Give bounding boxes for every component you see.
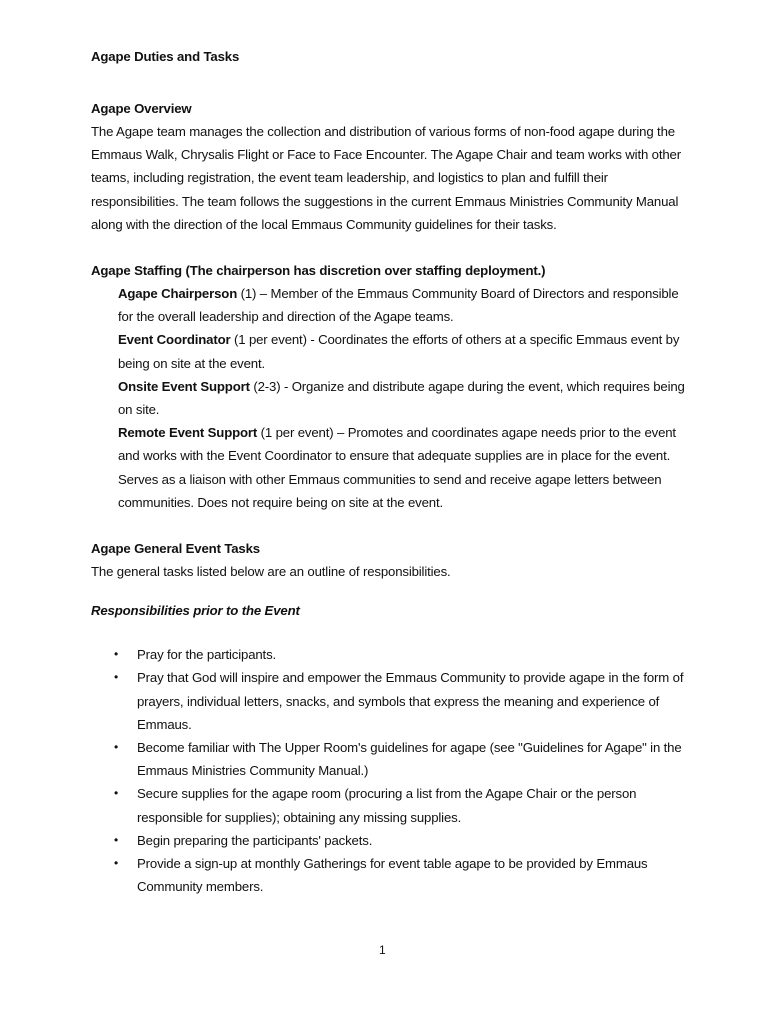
- general-tasks-text: The general tasks listed below are an outline of responsibilities.: [91, 564, 451, 580]
- list-item-text: Pray for the participants.: [137, 647, 277, 663]
- list-item: [114, 666, 691, 736]
- prior-responsibilities-list: [91, 643, 691, 898]
- page-number: 1: [379, 943, 386, 957]
- general-tasks-heading: Agape General Event Tasks: [91, 541, 260, 557]
- document-page: [91, 47, 691, 898]
- bullet-icon: •: [114, 740, 119, 755]
- staffing-item: [118, 375, 691, 421]
- list-item-text: Begin preparing the participants' packets.: [137, 832, 373, 848]
- list-item: [114, 829, 691, 852]
- list-item: [114, 736, 691, 782]
- document-title: Agape Duties and Tasks: [91, 49, 240, 64]
- prior-responsibilities-heading: Responsibilities prior to the Event: [91, 603, 300, 619]
- list-item: [114, 643, 691, 666]
- list-item-text: Provide a sign-up at monthly Gatherings for event table agape to be provided by Emmaus Community members.: [137, 856, 648, 895]
- staffing-item: [118, 282, 691, 328]
- staffing-description: (1 per event) – Promotes and coordinates agape needs prior to the event and works with the Event Coordinator to ensure that adequate supplies are in place for the event. Serves as a liaison with other Emmaus communities to send and receive agape letters between communities. Does not require being on site at the event.: [118, 425, 676, 510]
- bullet-icon: •: [114, 832, 119, 847]
- staffing-role: Event Coordinator: [118, 332, 231, 348]
- list-item-text: Pray that God will inspire and empower the Emmaus Community to provide agape in the form of prayers, individual letters, snacks, and symbols that express the meaning and experience of Emmaus.: [137, 670, 684, 732]
- staffing-item: [118, 328, 691, 374]
- overview-text: The Agape team manages the collection and distribution of various forms of non-food agape during the Emmaus Walk, Chrysalis Flight or Face to Face Encounter. The Agape Chair and team works with other teams, including registration, the event team leadership, and logistics to plan and fulfill their responsibilities. The team follows the suggestions in the current Emmaus Ministries Community Manual along with the direction of the local Emmaus Community guidelines for their tasks.: [91, 124, 681, 232]
- list-item: [114, 782, 691, 828]
- bullet-icon: •: [114, 647, 119, 662]
- bullet-icon: •: [114, 856, 119, 871]
- overview-heading: Agape Overview: [91, 101, 192, 116]
- list-item-text: Become familiar with The Upper Room's guidelines for agape (see "Guidelines for Agape" in the Emmaus Ministries Community Manual.): [137, 740, 682, 779]
- staffing-description: (2-3) - Organize and distribute agape during the event, which requires being on site.: [118, 378, 685, 418]
- bullet-icon: •: [114, 670, 119, 685]
- list-item: [114, 852, 691, 898]
- staffing-description: (1 per event) - Coordinates the efforts of others at a specific Emmaus event by being on site at the event.: [118, 332, 680, 371]
- staffing-role: Agape Chairperson: [118, 286, 238, 302]
- staffing-heading: Agape Staffing (The chairperson has discretion over staffing deployment.): [91, 263, 546, 279]
- staffing-description: (1) – Member of the Emmaus Community Board of Directors and responsible for the overall leadership and direction of the Agape teams.: [118, 286, 679, 325]
- list-item-text: Secure supplies for the agape room (procuring a list from the Agape Chair or the person responsible for supplies); obtaining any missing supplies.: [137, 786, 637, 825]
- staffing-list: [91, 282, 691, 514]
- staffing-role: Onsite Event Support: [118, 378, 250, 394]
- bullet-icon: •: [114, 786, 119, 801]
- staffing-item: [118, 421, 691, 514]
- staffing-role: Remote Event Support: [118, 425, 258, 441]
